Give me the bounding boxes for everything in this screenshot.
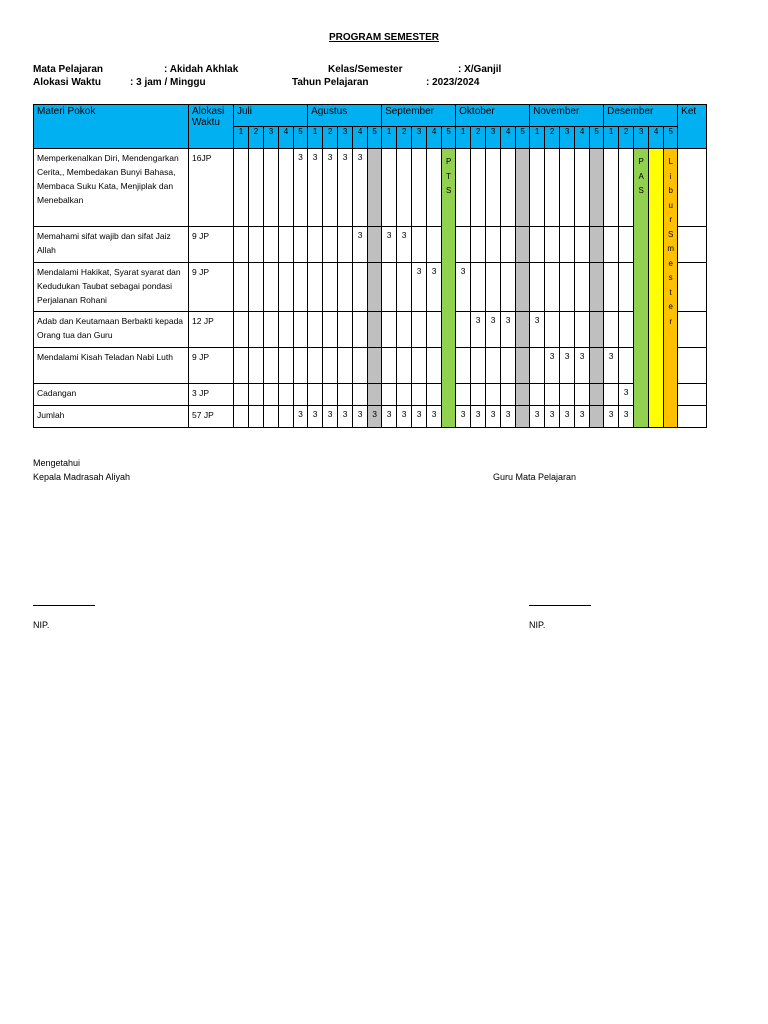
schedule-cell [382, 149, 397, 227]
materi-cell: Adab dan Keutamaan Berbakti kepada Orang tua dan Guru [34, 312, 189, 348]
schedule-cell [560, 227, 575, 263]
libur-letter: e [668, 258, 673, 268]
schedule-cell [456, 348, 471, 384]
schedule-cell [249, 227, 264, 263]
pts-letter: P [445, 157, 452, 166]
schedule-cell [486, 149, 501, 227]
total-label: Jumlah [34, 406, 189, 428]
schedule-cell [264, 149, 279, 227]
schedule-cell [560, 263, 575, 312]
libur-letter: S [667, 229, 674, 239]
libur-column-yellow [649, 149, 664, 428]
schedule-cell [590, 312, 604, 348]
schedule-cell [353, 348, 368, 384]
week-number: 1 [382, 127, 397, 149]
schedule-cell [590, 406, 604, 428]
schedule-cell [575, 384, 590, 406]
schedule-cell: 3 [353, 406, 368, 428]
ket-cell [678, 227, 707, 263]
schedule-cell [308, 348, 323, 384]
schedule-cell [308, 312, 323, 348]
schedule-cell: 3 [545, 406, 560, 428]
schedule-cell [249, 312, 264, 348]
schedule-cell [308, 384, 323, 406]
libur-letter: i [669, 171, 672, 181]
schedule-cell [368, 348, 382, 384]
schedule-cell [249, 348, 264, 384]
pts-letter-stack [442, 152, 455, 199]
schedule-cell [338, 312, 353, 348]
schedule-cell [486, 348, 501, 384]
schedule-cell [264, 312, 279, 348]
class-value: : X/Ganjil [458, 64, 502, 75]
schedule-cell [501, 348, 516, 384]
schedule-cell [279, 312, 294, 348]
schedule-cell [590, 149, 604, 227]
schedule-cell [279, 263, 294, 312]
schedule-cell [294, 384, 308, 406]
schedule-cell: 3 [486, 312, 501, 348]
materi-cell: Mendalami Hakikat, Syarat syarat dan Kedudukan Taubat sebagai pondasi Perjalanan Rohani [34, 263, 189, 312]
week-number: 5 [664, 127, 678, 149]
schedule-cell [294, 348, 308, 384]
schedule-cell [338, 227, 353, 263]
ket-cell [678, 384, 707, 406]
schedule-cell: 3 [619, 384, 634, 406]
schedule-cell: 3 [501, 406, 516, 428]
schedule-cell [530, 348, 545, 384]
schedule-cell [368, 312, 382, 348]
schedule-cell [338, 384, 353, 406]
week-number: 2 [323, 127, 338, 149]
schedule-cell [516, 406, 530, 428]
schedule-cell: 3 [412, 406, 427, 428]
month-header: Agustus [308, 105, 382, 127]
schedule-cell [604, 312, 619, 348]
materi-cell: Memahami sifat wajib dan sifat Jaiz Allah [34, 227, 189, 263]
time-value: : 3 jam / Minggu [130, 77, 206, 88]
schedule-cell [619, 149, 634, 227]
schedule-cell [294, 312, 308, 348]
alokasi-cell: 12 JP [189, 312, 234, 348]
week-number: 5 [294, 127, 308, 149]
schedule-cell: 3 [560, 348, 575, 384]
schedule-cell [471, 348, 486, 384]
ket-cell [678, 406, 707, 428]
schedule-cell [368, 227, 382, 263]
schedule-cell [575, 312, 590, 348]
alokasi-cell: 16JP [189, 149, 234, 227]
schedule-cell [368, 384, 382, 406]
class-label: Kelas/Semester [328, 64, 403, 75]
libur-letter-stack [664, 152, 677, 329]
schedule-cell [530, 384, 545, 406]
schedule-cell [619, 348, 634, 384]
pas-letter-stack [634, 152, 648, 199]
col-header-alokasi: Alokasi Waktu [189, 105, 234, 149]
time-label: Alokasi Waktu [33, 77, 101, 88]
schedule-cell [575, 227, 590, 263]
schedule-cell [471, 227, 486, 263]
schedule-cell [397, 263, 412, 312]
schedule-cell [234, 263, 249, 312]
schedule-cell [338, 348, 353, 384]
schedule-cell [279, 406, 294, 428]
schedule-cell [486, 227, 501, 263]
schedule-cell [249, 263, 264, 312]
schedule-cell: 3 [397, 406, 412, 428]
alokasi-cell: 9 JP [189, 263, 234, 312]
week-number: 1 [530, 127, 545, 149]
week-number: 3 [560, 127, 575, 149]
schedule-cell [545, 263, 560, 312]
materi-cell: Memperkenalkan Diri, Mendengarkan Cerita,, Membedakan Bunyi Bahasa, Membaca Suku Kata, Menjiplak dan Menebalkan [34, 149, 189, 227]
week-number: 5 [590, 127, 604, 149]
schedule-cell [604, 227, 619, 263]
schedule-cell [427, 348, 442, 384]
program-semester-table [33, 104, 707, 428]
schedule-cell [560, 149, 575, 227]
month-header: November [530, 105, 604, 127]
schedule-cell [427, 312, 442, 348]
schedule-cell [486, 263, 501, 312]
pts-letter: T [446, 171, 452, 181]
nip-right: NIP. [529, 620, 546, 630]
schedule-cell: 3 [308, 149, 323, 227]
month-header: Juli [234, 105, 308, 127]
schedule-cell [382, 263, 397, 312]
schedule-cell [427, 384, 442, 406]
libur-letter: L [668, 157, 673, 166]
nip-left: NIP. [33, 620, 50, 630]
schedule-cell [323, 348, 338, 384]
mengetahui-label: Mengetahui [33, 458, 81, 468]
ket-cell [678, 149, 707, 227]
schedule-cell [264, 227, 279, 263]
schedule-cell [516, 384, 530, 406]
week-number: 4 [279, 127, 294, 149]
schedule-cell [501, 263, 516, 312]
libur-letter: s [668, 273, 673, 282]
schedule-cell [412, 312, 427, 348]
schedule-cell: 3 [294, 149, 308, 227]
schedule-cell: 3 [368, 406, 382, 428]
schedule-cell: 3 [308, 406, 323, 428]
schedule-cell [353, 263, 368, 312]
schedule-cell [516, 149, 530, 227]
schedule-cell [560, 384, 575, 406]
week-number: 4 [427, 127, 442, 149]
schedule-cell [323, 384, 338, 406]
schedule-cell [279, 384, 294, 406]
schedule-cell [590, 348, 604, 384]
schedule-cell: 3 [471, 312, 486, 348]
subject-value: : Akidah Akhlak [164, 64, 239, 75]
schedule-cell [294, 263, 308, 312]
kepala-label: Kepala Madrasah Aliyah [33, 472, 131, 482]
schedule-cell: 3 [427, 263, 442, 312]
week-number: 3 [264, 127, 279, 149]
schedule-cell [279, 149, 294, 227]
schedule-cell [249, 384, 264, 406]
schedule-cell: 3 [382, 406, 397, 428]
schedule-cell [412, 149, 427, 227]
week-number: 4 [649, 127, 664, 149]
schedule-cell [397, 312, 412, 348]
schedule-cell: 3 [486, 406, 501, 428]
month-header: September [382, 105, 456, 127]
schedule-cell: 3 [530, 312, 545, 348]
schedule-cell [545, 227, 560, 263]
schedule-cell [545, 312, 560, 348]
schedule-cell [545, 384, 560, 406]
schedule-cell [604, 384, 619, 406]
schedule-cell [516, 263, 530, 312]
alokasi-cell: 3 JP [189, 384, 234, 406]
pas-letter: P [638, 157, 644, 166]
schedule-cell [397, 348, 412, 384]
schedule-cell [234, 384, 249, 406]
schedule-cell [323, 263, 338, 312]
week-number: 2 [545, 127, 560, 149]
schedule-cell: 3 [471, 406, 486, 428]
ket-cell [678, 263, 707, 312]
libur-letter: b [668, 186, 673, 195]
schedule-cell [456, 384, 471, 406]
pas-letter: A [638, 171, 644, 181]
schedule-cell [427, 149, 442, 227]
alokasi-cell: 57 JP [189, 406, 234, 428]
schedule-cell: 3 [560, 406, 575, 428]
schedule-cell [234, 227, 249, 263]
schedule-cell [279, 348, 294, 384]
month-header: Desember [604, 105, 678, 127]
schedule-cell [412, 384, 427, 406]
week-number: 1 [604, 127, 619, 149]
schedule-cell: 3 [353, 227, 368, 263]
schedule-cell [264, 384, 279, 406]
schedule-cell [308, 227, 323, 263]
schedule-cell [353, 312, 368, 348]
schedule-cell: 3 [427, 406, 442, 428]
week-number: 5 [368, 127, 382, 149]
libur-letter: m [667, 244, 674, 253]
week-number: 5 [516, 127, 530, 149]
schedule-cell [501, 149, 516, 227]
week-number: 5 [442, 127, 456, 149]
schedule-cell [264, 406, 279, 428]
schedule-cell [397, 384, 412, 406]
materi-cell: Cadangan [34, 384, 189, 406]
schedule-cell: 3 [323, 149, 338, 227]
week-number: 3 [412, 127, 427, 149]
schedule-cell: 3 [501, 312, 516, 348]
week-number: 3 [634, 127, 649, 149]
schedule-cell: 3 [619, 406, 634, 428]
schedule-cell: 3 [397, 227, 412, 263]
schedule-cell: 3 [604, 348, 619, 384]
week-number: 3 [338, 127, 353, 149]
schedule-cell [323, 227, 338, 263]
schedule-cell [234, 312, 249, 348]
schedule-cell: 3 [545, 348, 560, 384]
schedule-cell: 3 [530, 406, 545, 428]
schedule-cell: 3 [456, 263, 471, 312]
schedule-cell [353, 384, 368, 406]
page-title: PROGRAM SEMESTER [328, 32, 439, 43]
schedule-cell [604, 149, 619, 227]
schedule-cell [382, 348, 397, 384]
schedule-cell [264, 348, 279, 384]
schedule-cell: 3 [604, 406, 619, 428]
col-header-materi: Materi Pokok [34, 105, 189, 149]
schedule-cell: 3 [382, 227, 397, 263]
week-number: 4 [353, 127, 368, 149]
year-label: Tahun Pelajaran [292, 77, 369, 88]
subject-label: Mata Pelajaran [33, 64, 104, 75]
schedule-cell [234, 406, 249, 428]
schedule-cell [560, 312, 575, 348]
schedule-cell: 3 [338, 149, 353, 227]
libur-semester-column [664, 149, 678, 428]
schedule-cell [323, 312, 338, 348]
materi-cell: Mendalami Kisah Teladan Nabi Luth [34, 348, 189, 384]
schedule-cell [382, 384, 397, 406]
schedule-cell [234, 348, 249, 384]
schedule-cell [545, 149, 560, 227]
schedule-cell [590, 227, 604, 263]
schedule-cell [264, 263, 279, 312]
guru-label: Guru Mata Pelajaran [493, 472, 577, 482]
pts-column [442, 149, 456, 428]
schedule-cell: 3 [412, 263, 427, 312]
schedule-cell [456, 149, 471, 227]
week-number: 2 [397, 127, 412, 149]
week-number: 2 [471, 127, 486, 149]
schedule-cell [590, 384, 604, 406]
schedule-cell [234, 149, 249, 227]
libur-letter: r [669, 316, 672, 326]
pas-column [634, 149, 649, 428]
schedule-cell [590, 263, 604, 312]
week-number: 1 [234, 127, 249, 149]
schedule-cell [575, 149, 590, 227]
schedule-cell: 3 [575, 406, 590, 428]
alokasi-cell: 9 JP [189, 227, 234, 263]
schedule-cell [368, 149, 382, 227]
schedule-cell [619, 312, 634, 348]
schedule-cell [471, 384, 486, 406]
schedule-cell [619, 227, 634, 263]
schedule-cell [530, 227, 545, 263]
col-header-ket: Ket [678, 105, 707, 149]
schedule-cell [501, 384, 516, 406]
schedule-cell [397, 149, 412, 227]
week-number: 2 [249, 127, 264, 149]
libur-letter: t [669, 287, 672, 297]
schedule-cell [516, 312, 530, 348]
schedule-cell [412, 227, 427, 263]
schedule-cell [516, 227, 530, 263]
pts-letter: S [445, 186, 452, 195]
schedule-cell [530, 149, 545, 227]
ket-cell [678, 348, 707, 384]
schedule-cell [471, 263, 486, 312]
schedule-cell [619, 263, 634, 312]
signature-line-right [529, 605, 591, 606]
schedule-cell [412, 348, 427, 384]
week-number: 3 [486, 127, 501, 149]
schedule-cell [456, 312, 471, 348]
week-number: 1 [456, 127, 471, 149]
schedule-cell [486, 384, 501, 406]
schedule-cell [338, 263, 353, 312]
schedule-cell: 3 [338, 406, 353, 428]
schedule-cell [456, 227, 471, 263]
schedule-cell: 3 [294, 406, 308, 428]
month-header: Oktober [456, 105, 530, 127]
schedule-cell: 3 [323, 406, 338, 428]
schedule-cell [279, 227, 294, 263]
schedule-cell: 3 [353, 149, 368, 227]
schedule-cell [294, 227, 308, 263]
week-number: 1 [308, 127, 323, 149]
schedule-cell [530, 263, 545, 312]
schedule-cell [382, 312, 397, 348]
week-number: 2 [619, 127, 634, 149]
libur-letter: r [669, 215, 672, 224]
schedule-cell [368, 263, 382, 312]
libur-letter: e [668, 302, 673, 311]
schedule-cell [575, 263, 590, 312]
schedule-cell: 3 [456, 406, 471, 428]
week-number: 4 [501, 127, 516, 149]
year-value: : 2023/2024 [426, 77, 480, 88]
alokasi-cell: 9 JP [189, 348, 234, 384]
schedule-cell [249, 406, 264, 428]
ket-cell [678, 312, 707, 348]
libur-letter: u [668, 200, 673, 210]
schedule-cell [427, 227, 442, 263]
schedule-cell [516, 348, 530, 384]
schedule-cell [471, 149, 486, 227]
schedule-cell: 3 [575, 348, 590, 384]
signature-line-left [33, 605, 95, 606]
schedule-cell [249, 149, 264, 227]
week-number: 4 [575, 127, 590, 149]
pas-letter: S [638, 186, 644, 195]
schedule-cell [604, 263, 619, 312]
schedule-cell [308, 263, 323, 312]
schedule-cell [501, 227, 516, 263]
